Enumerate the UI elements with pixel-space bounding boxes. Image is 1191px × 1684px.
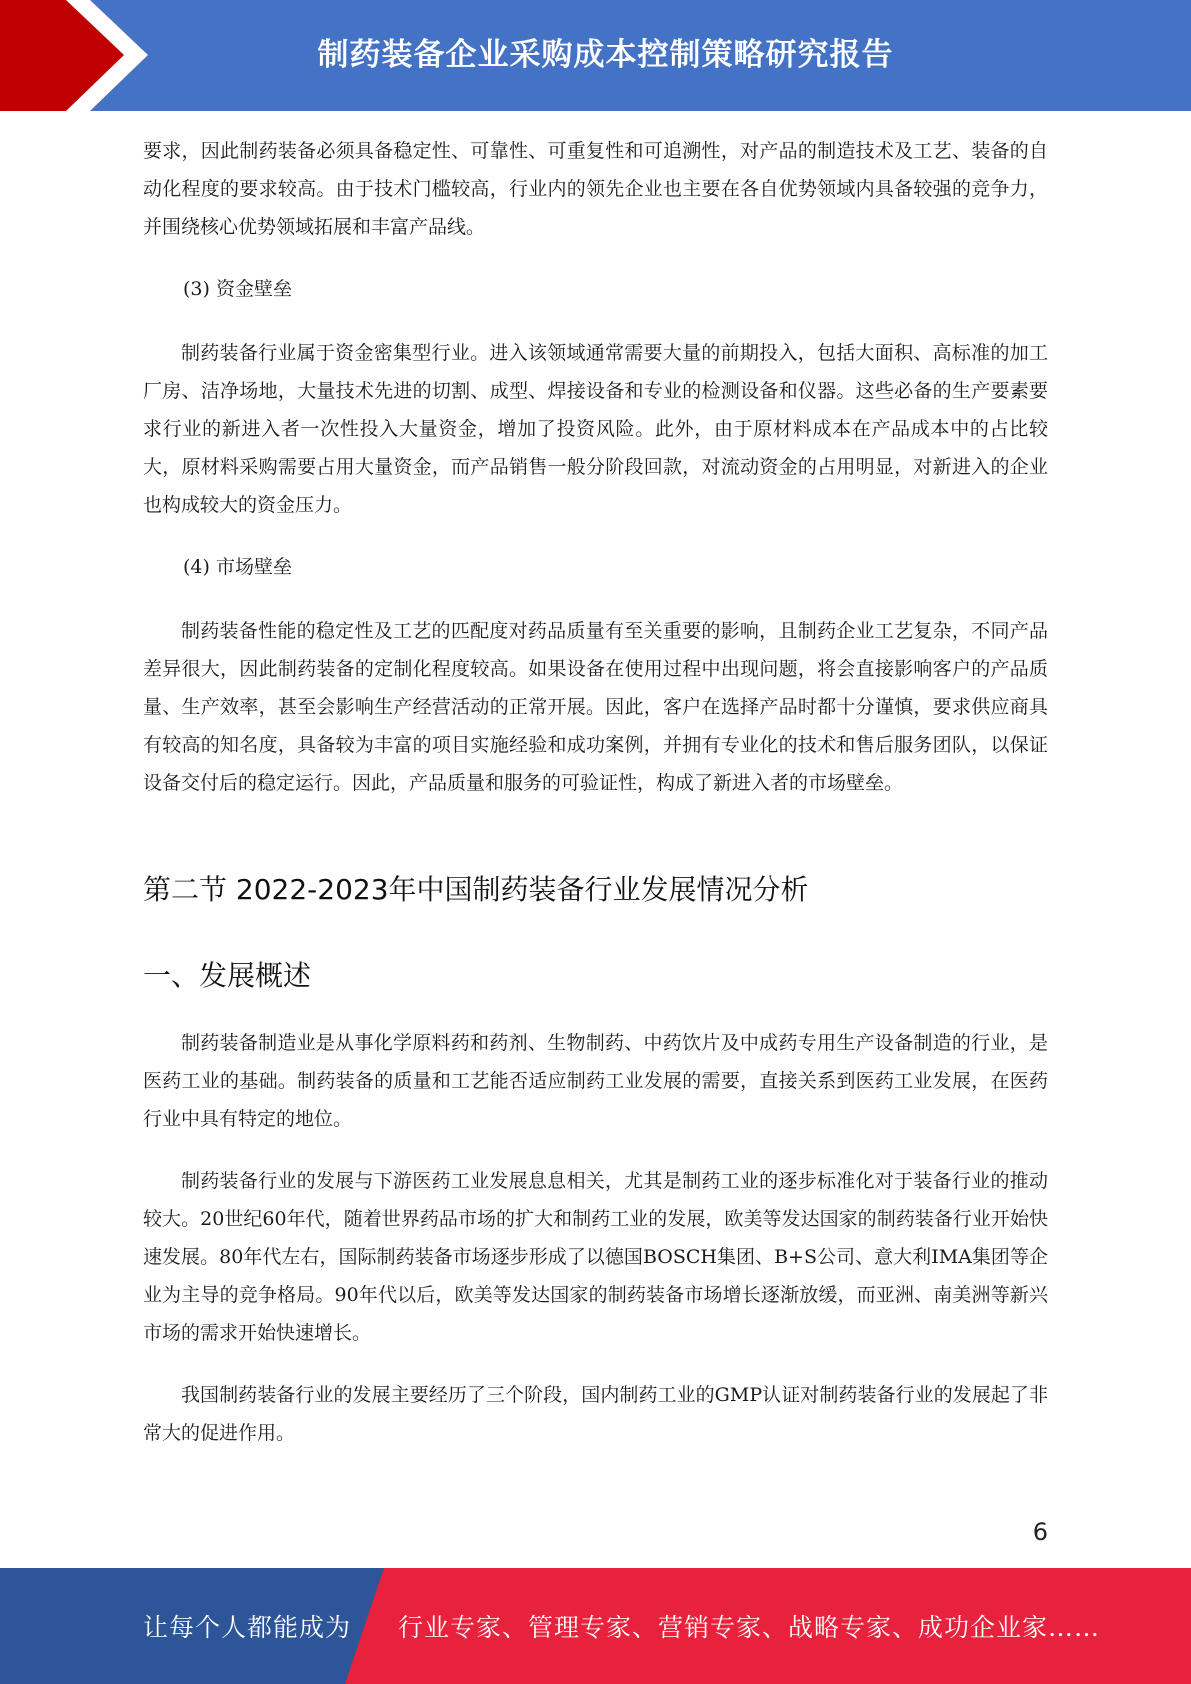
report-title: 制药装备企业采购成本控制策略研究报告 <box>317 37 894 73</box>
document-body <box>143 132 1048 1476</box>
subheading-market-barrier: (4) 市场壁垒 <box>183 556 292 578</box>
paragraph-overview-3: 我国制药装备行业的发展主要经历了三个阶段，国内制药工业的GMP认证对制药装备行业的发展起了非常大的促进作用。 <box>143 1384 1048 1444</box>
paragraph-overview-1: 制药装备制造业是从事化学原料药和药剂、生物制药、中药饮片及中成药专用生产设备制造的行业，是医药工业的基础。制药装备的质量和工艺能否适应制药工业发展的需要，直接关系到医药工业发展，在医药行业中具有特定的地位。 <box>143 1032 1048 1130</box>
paragraph-market-barrier: 制药装备性能的稳定性及工艺的匹配度对药品质量有至关重要的影响，且制药企业工艺复杂，不同产品差异很大，因此制药装备的定制化程度较高。如果设备在使用过程中出现问题，将会直接影响客户的产品质量、生产效率，甚至会影响生产经营活动的正常开展。因此，客户在选择产品时都十分谨慎，要求供应商具有较高的知名度，具备较为丰富的项目实施经验和成功案例，并拥有专业化的技术和售后服务团队，以保证设备交付后的稳定运行。因此，产品质量和服务的可验证性，构成了新进入者的市场壁垒。 <box>143 620 1048 794</box>
section-title: 第二节 2022-2023年中国制药装备行业发展情况分析 <box>143 873 809 906</box>
paragraph-overview-2: 制药装备行业的发展与下游医药工业发展息息相关，尤其是制药工业的逐步标准化对于装备行业的推动较大。20世纪60年代，随着世界药品市场的扩大和制药工业的发展，欧美等发达国家的制药装备行业开始快速发展。80年代左右，国际制药装备市场逐步形成了以德国BOSCH集团、B+S公司、意大利IMA集团等企业为主导的竞争格局。90年代以后，欧美等发达国家的制药装备市场增长逐渐放缓，而亚洲、南美洲等新兴市场的需求开始快速增长。 <box>143 1170 1048 1344</box>
page-header <box>0 0 1191 111</box>
paragraph-capital-barrier: 制药装备行业属于资金密集型行业。进入该领域通常需要大量的前期投入，包括大面积、高标准的加工厂房、洁净场地，大量技术先进的切割、成型、焊接设备和专业的检测设备和仪器。这些必备的生产要素要求行业的新进入者一次性投入大量资金，增加了投资风险。此外，由于原材料成本在产品成本中的占比较大，原材料采购需要占用大量资金，而产品销售一般分阶段回款，对流动资金的占用明显，对新进入的企业也构成较大的资金压力。 <box>143 342 1048 516</box>
heading-overview: 一、发展概述 <box>143 959 312 992</box>
paragraph-continued: 要求，因此制药装备必须具备稳定性、可靠性、可重复性和可追溯性，对产品的制造技术及工艺、装备的自动化程度的要求较高。由于技术门槛较高，行业内的领先企业也主要在各自优势领域内具备较强的竞争力，并围绕核心优势领域拓展和丰富产品线。 <box>143 140 1048 238</box>
subheading-capital-barrier: (3) 资金壁垒 <box>183 278 292 300</box>
page-number: 6 <box>1032 1518 1048 1546</box>
page-footer <box>0 1568 1191 1684</box>
footer-slogan-right: 行业专家、管理专家、营销专家、战略专家、成功企业家…… <box>398 1613 1101 1642</box>
footer-slogan-left: 让每个人都能成为 <box>143 1613 352 1642</box>
